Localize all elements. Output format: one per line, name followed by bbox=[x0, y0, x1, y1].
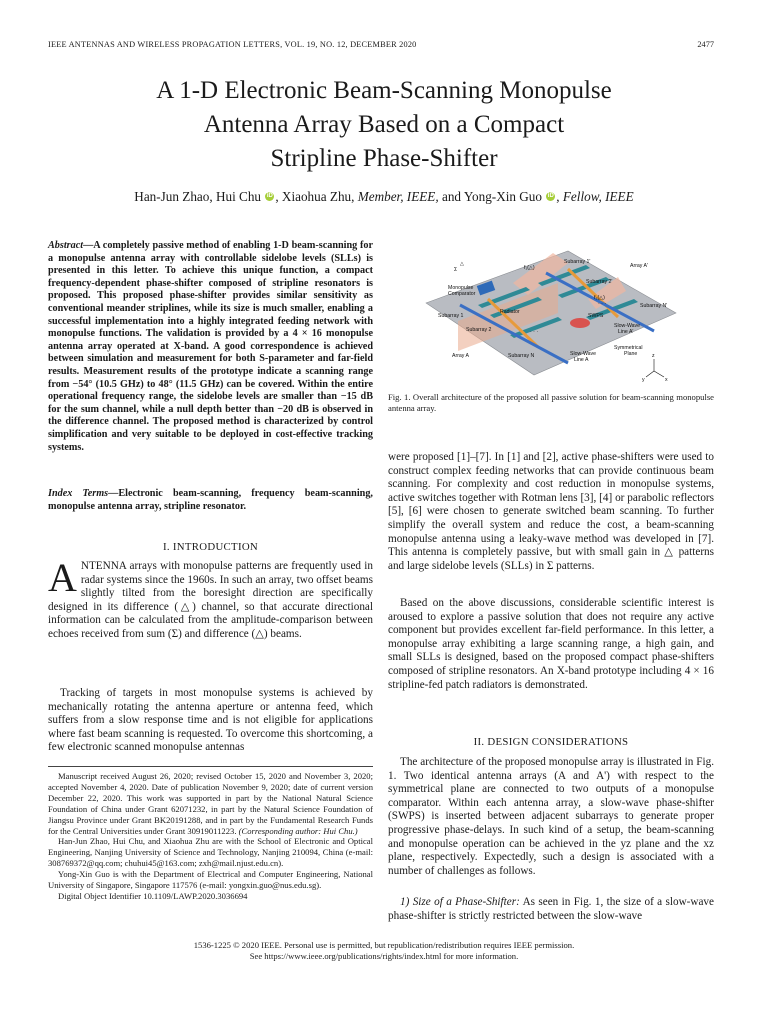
label-swps: SWPS bbox=[588, 313, 604, 319]
drop-cap: A bbox=[48, 555, 77, 600]
author-text-2: , Xiaohua Zhu, bbox=[275, 189, 358, 204]
orcid-icon[interactable]: iD bbox=[266, 193, 273, 199]
right-paragraph-4-text: As seen in Fig. 1, the size of a slow-wave phase-shifter is strictly restricted between the slow-wave bbox=[388, 896, 714, 922]
title-line-1: A 1-D Electronic Beam-Scanning Monopulse bbox=[156, 77, 612, 104]
author-text-3: and Yong-Xin Guo bbox=[438, 189, 542, 204]
label-radiator: Radiator bbox=[500, 309, 520, 315]
member-grade: Member, IEEE, bbox=[357, 189, 439, 204]
footnote-manuscript-text: Manuscript received August 26, 2020; revised October 15, 2020 and November 3, 2020; accepted November 4, 2020. Date of publication November 9, 2020; date of current version December 22, 2020. This work was supported in part by the National Natural Science Foundation of China under Grant 62071232, in part by the Natural Science Foundation of Jiangsu Province under Grant BK20191288, and in part by the Fundamental Research Funds for the Central Universities under Grant 30919011223. bbox=[48, 771, 373, 836]
label-subarray-1: Subarray 1 bbox=[438, 313, 464, 319]
corresponding-author: (Corresponding author: Hui Chu.) bbox=[236, 825, 358, 836]
title-line-2: Antenna Array Based on a Compact bbox=[203, 111, 565, 138]
author-list bbox=[40, 189, 728, 205]
author-text-4: , bbox=[556, 189, 563, 204]
label-axis-z: z bbox=[652, 353, 655, 359]
copyright-line-1: 1536-1225 © 2020 IEEE. Personal use is permitted, but republication/redistribution requires IEEE permission. bbox=[193, 940, 575, 950]
intro-paragraph-2: Tracking of targets in most monopulse systems is achieved by mechanically rotating the antenna aperture or antenna feed, which suffers from a slow response time and is not eligible for applications where fast beam scanning is requested. To overcome this shortcoming, a few electronic scanned monopulse antennas bbox=[48, 687, 373, 754]
label-f1-delta: f₁(△) bbox=[524, 265, 535, 271]
title-line-3: Stripline Phase-Shifter bbox=[270, 145, 498, 172]
label-subarray-n: Subarray N bbox=[508, 353, 535, 359]
label-slow-wave-a-prime: Slow-Wave bbox=[614, 323, 641, 329]
index-terms-text: —Electronic beam-scanning, frequency beam-scanning, monopulse antenna array, stripline resonator. bbox=[48, 488, 373, 512]
label-sigma: Σ bbox=[454, 267, 458, 273]
index-terms bbox=[48, 488, 373, 513]
label-slow-wave-a: Slow-Wave bbox=[570, 351, 597, 357]
footnotes bbox=[48, 766, 373, 902]
copyright-notice bbox=[40, 940, 728, 962]
subsection-label: 1) Size of a Phase-Shifter: bbox=[400, 896, 520, 908]
label-axis-y: y bbox=[642, 377, 645, 383]
abstract-label: Abstract bbox=[48, 240, 84, 251]
footnote-affiliation-2: Yong-Xin Guo is with the Department of Electrical and Computer Engineering, National University of Singapore, Singapore 117576 (e-mail: yongxin.guo@nus.edu.sg). bbox=[48, 869, 373, 891]
orcid-icon[interactable]: iD bbox=[547, 193, 554, 199]
label-line-a-prime: Line A' bbox=[618, 329, 634, 335]
right-paragraph-4 bbox=[388, 896, 714, 923]
index-terms-label: Index Terms bbox=[48, 488, 109, 499]
label-comparator: Comparator bbox=[448, 291, 476, 297]
label-array-a: Array A bbox=[452, 353, 470, 359]
intro-paragraph-1-text: NTENNA arrays with monopulse patterns are frequently used in radar systems since the 1960s. In such an array, two offset beams slightly tilted from the boresight direction are specifically designed in its difference (△) channel, so that accurate directional information can be calculated from the amplitude-comparison between echoes received from sum (Σ) and difference (△) beams. bbox=[48, 560, 373, 640]
label-subarray-2-prime: Subarray 2' bbox=[586, 279, 613, 285]
fellow-grade: Fellow, IEEE bbox=[562, 189, 634, 204]
page-number: 2477 bbox=[697, 40, 714, 49]
label-axis-x: x bbox=[665, 377, 668, 383]
section-heading-introduction: I. INTRODUCTION bbox=[162, 541, 259, 553]
label-symmetrical: Symmetrical bbox=[614, 345, 643, 351]
intro-paragraph-1 bbox=[48, 555, 373, 642]
running-head: IEEE ANTENNAS AND WIRELESS PROPAGATION LETTERS, VOL. 19, NO. 12, DECEMBER 2020 bbox=[48, 40, 417, 49]
label-array-a-prime: Array A' bbox=[630, 263, 648, 269]
author-text-1: Han-Jun Zhao, Hui Chu bbox=[134, 189, 262, 204]
abstract bbox=[48, 240, 373, 454]
label-subarray-1-prime: Subarray 1' bbox=[564, 259, 591, 265]
figure-1-caption: Fig. 1. Overall architecture of the proposed all passive solution for beam-scanning monopulse antenna array. bbox=[388, 392, 714, 413]
axis-triad-icon bbox=[646, 359, 664, 377]
footnote-affiliation-1: Han-Jun Zhao, Hui Chu, and Xiaohua Zhu are with the School of Electronic and Optical Engineering, Nanjing University of Science and Technology, Nanjing 210094, China (e-mail: 308769372@qq.com; chuhui45@163.com; zxh@mail.njust.edu.cn). bbox=[48, 836, 373, 869]
swps-block bbox=[570, 318, 590, 328]
label-f2-delta: f₂(△) bbox=[594, 295, 605, 301]
right-paragraph-2: Based on the above discussions, considerable scientific interest is aroused to explore a passive solution that does not require any active component but provides excellent far-field performance. In this letter, a monopulse array exhibiting a large scanning range, a high gain, and small SLLs is designed, based on the proposed compact phase-shifters composed of stripline resonators. An X-band prototype including 4 × 16 stripline-fed patch radiators is demonstrated. bbox=[388, 597, 714, 691]
abstract-text: —A completely passive method of enabling 1-D beam-scanning for a monopulse antenna array with controllable sidelobe levels (SLLs) is presented in this letter. To achieve this unique function, a compact frequency-dependent phase-shifter composed of stripline resonators is proposed. This proposed phase-shifter provides similar sensitivity as conventional meander striplines, while its size is much smaller, enabling a successful implementation into a highly integrated feeding network with monopulse functions. The validation is provided by a 4 × 16 monopulse antenna array operated at X-band. A good correspondence is achieved between simulation and measurement for both S-parameter and far-field results. Measurement results of the prototype indicate a scanning range from −54° (10.5 GHz) to 48° (11.5 GHz) can be covered. Within the entire operational frequency range, the sidelobe levels are smaller than −15 dB for the sum channel, while a null depth better than −20 dB is observed in the difference channel. The proposed method is characterized by control simplification and very suitable to be deployed in cost-effective tracking systems. bbox=[48, 240, 373, 453]
figure-1-architecture bbox=[418, 243, 680, 388]
paper-title bbox=[40, 74, 728, 176]
label-monopulse: Monopulse bbox=[448, 285, 474, 291]
footnote-doi: Digital Object Identifier 10.1109/LAWP.2020.3036694 bbox=[58, 890, 248, 901]
copyright-line-2: See https://www.ieee.org/publications/rights/index.html for more information. bbox=[249, 951, 519, 961]
right-paragraph-3: The architecture of the proposed monopulse array is illustrated in Fig. 1. Two identical antenna arrays (A and A') with respect to the symmetrical plane are connected to two outputs of a monopulse comparator. Within each antenna array, a slow-wave phase-shifter (SWPS) is inserted between adjacent subarrays to generate proper progressive phase-delays. In such kind of a setup, the beam-scanning and monopulse operation can be achieved in the yz plane and the xz plane, respectively. Expectedly, such a design is associated with a number of challenges as follows. bbox=[388, 756, 714, 877]
label-delta: △ bbox=[460, 261, 464, 267]
label-plane: Plane bbox=[624, 351, 638, 357]
ellipsis-right: · · · bbox=[598, 301, 607, 307]
right-paragraph-1: were proposed [1]–[7]. In [1] and [2], active phase-shifters were used to construct complex feeding networks that can provide continuous beam scanning. For complexity and cost reduction in monopulse systems, active switches together with Rotman lens [3], [4] or parabolic reflectors [5], [6] were chosen to generate switched beam scanning. To further simplify the overall system and reduce the cost, a beam-scanning monopulse antenna using a leaky-wave method was developed in [7]. This antenna is completely passive, but with small gain in △ patterns and large sidelobe levels (SLLs) in Σ patterns. bbox=[388, 451, 714, 572]
label-line-a: Line A bbox=[574, 357, 589, 363]
label-subarray-n-prime: Subarray N' bbox=[640, 303, 668, 309]
section-heading-design: II. DESIGN CONSIDERATIONS bbox=[473, 736, 629, 748]
label-subarray-2: Subarray 2 bbox=[466, 327, 492, 333]
ellipsis-left: · · · bbox=[530, 329, 539, 335]
footnote-manuscript bbox=[48, 771, 373, 836]
